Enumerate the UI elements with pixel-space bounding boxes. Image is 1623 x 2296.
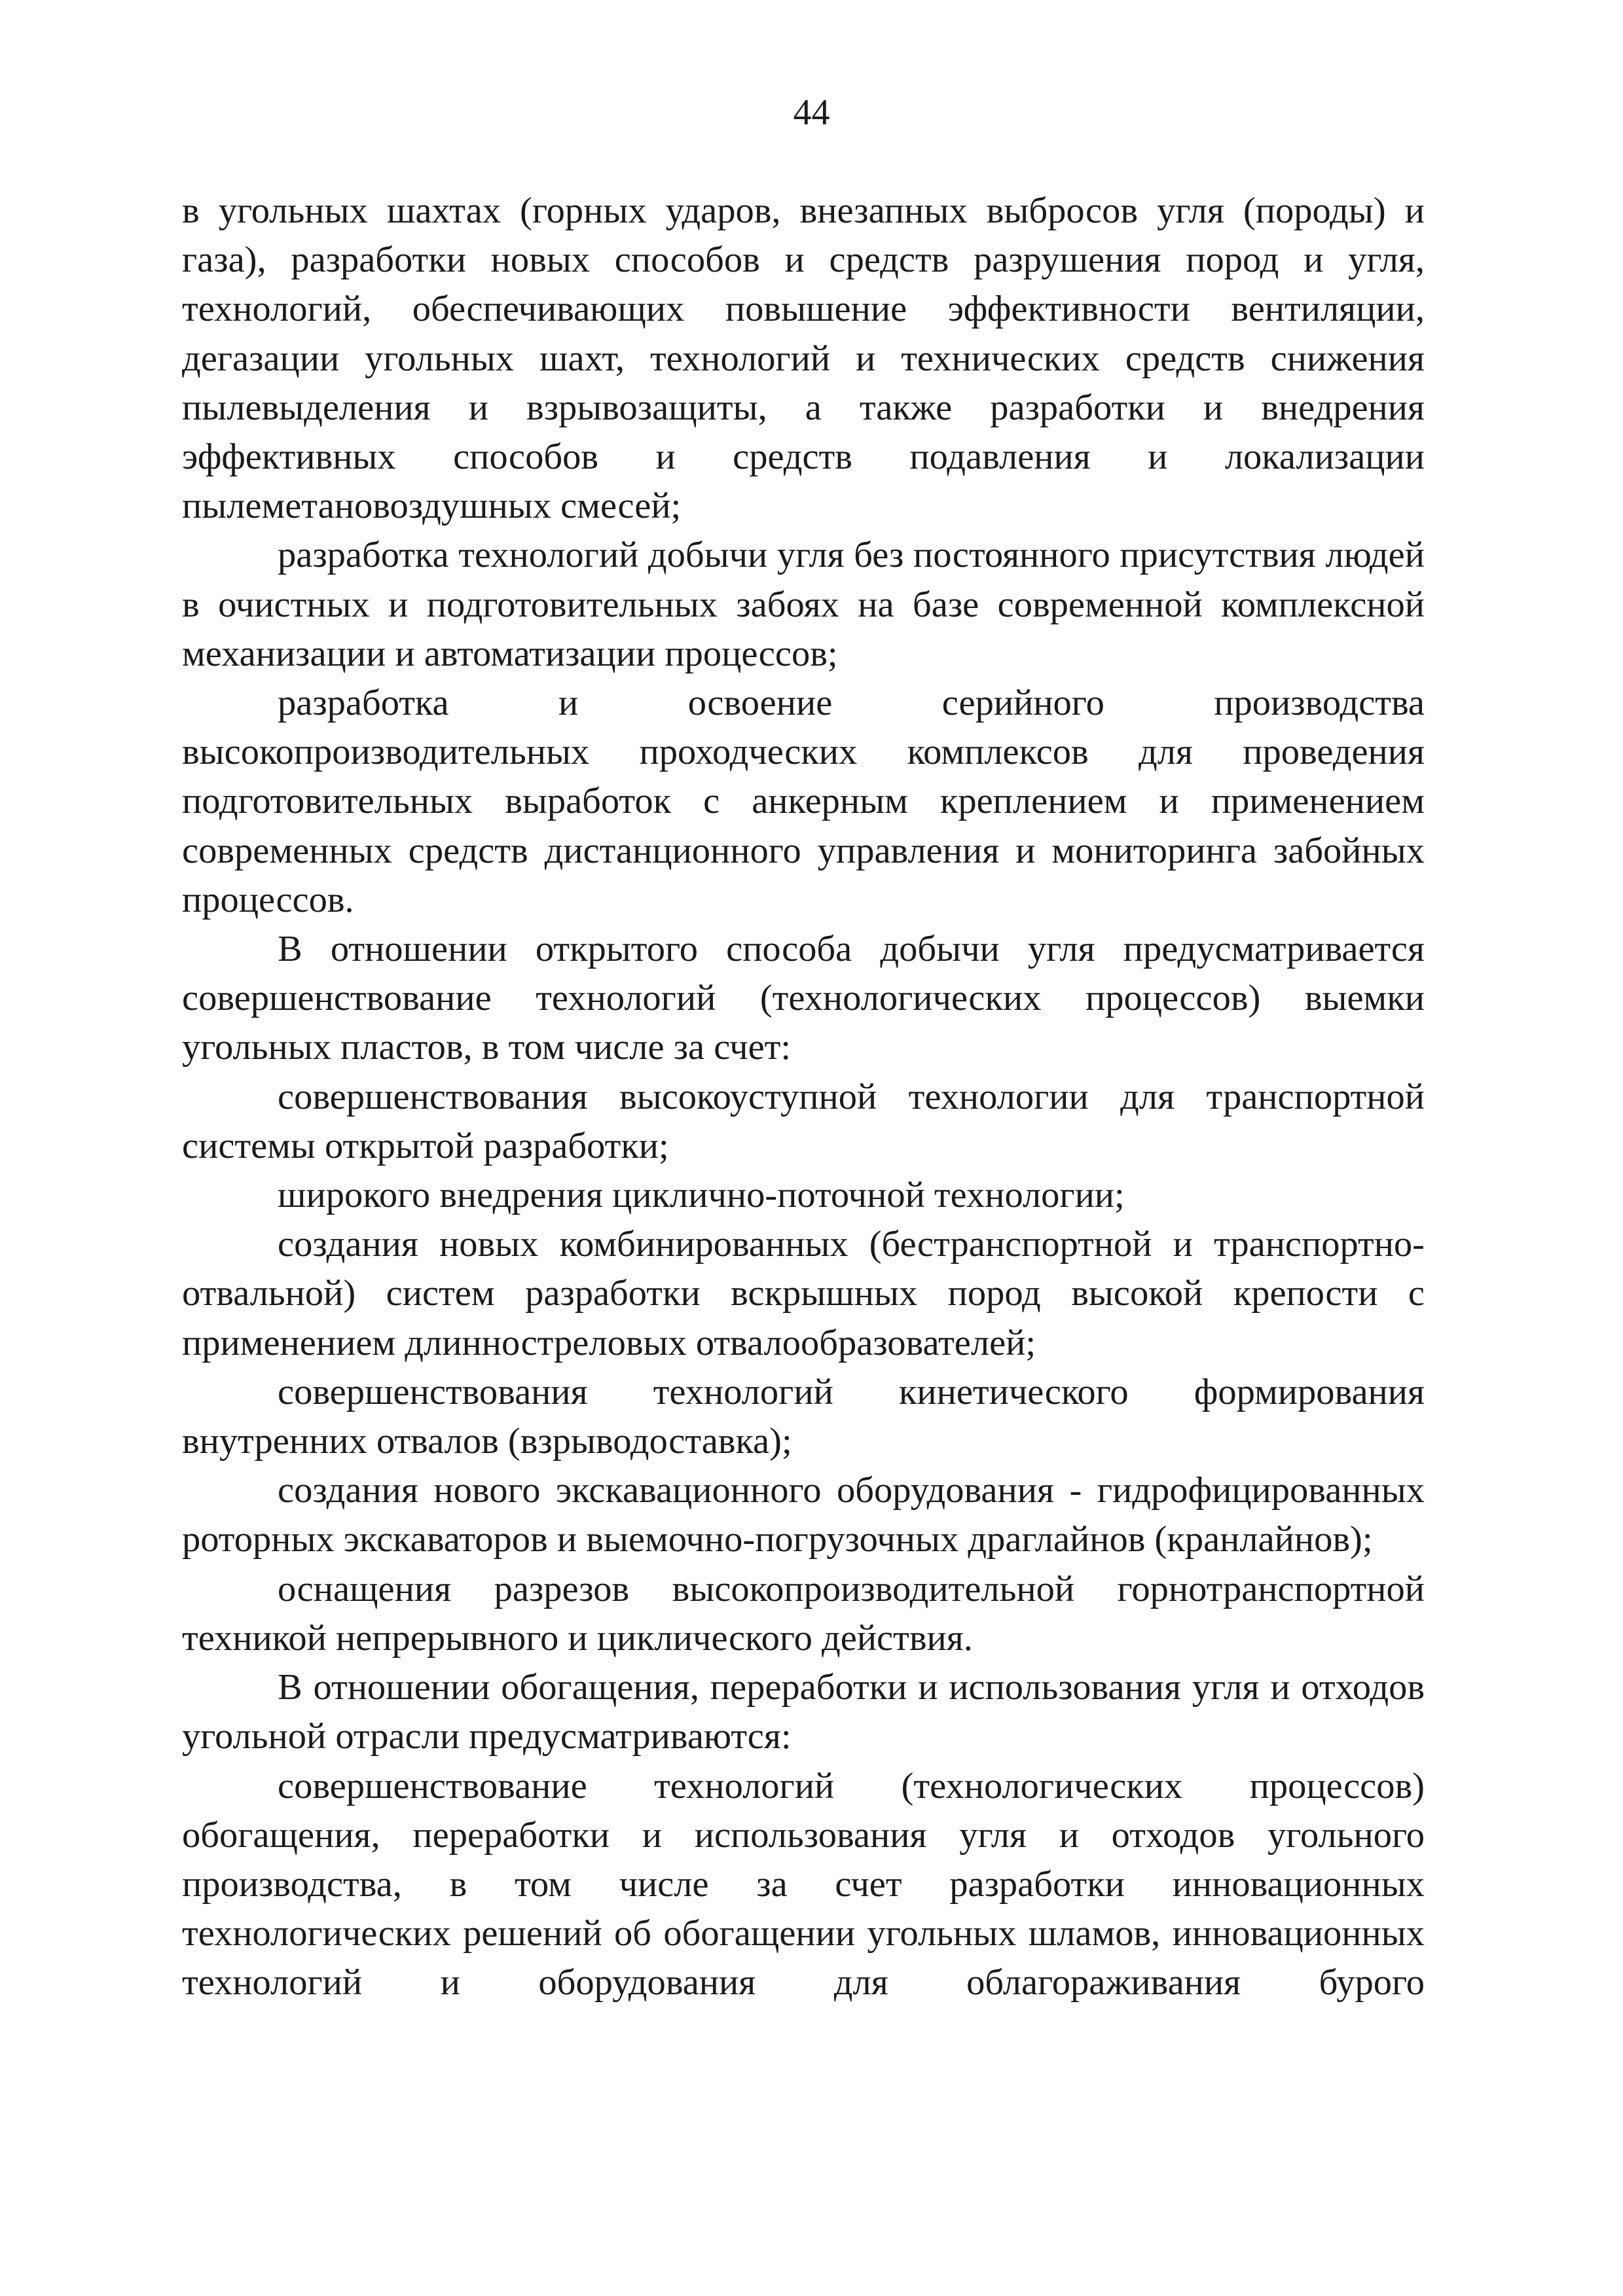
page-number: 44 <box>793 92 830 133</box>
paragraph-continuation: в угольных шахтах (горных ударов, внезапных выбросов угля (породы) и газа), разработки новых способов и средств разрушения пород и угля, технологий, обеспечивающих повышение эффективности вентиляции, дегазации угольных шахт, технологий и технических средств снижения пылевыделения и взрывозащиты, а также разработки и внедрения эффективных способов и средств подавления и локализации пылеметановоздушных смесей; <box>182 190 1425 527</box>
paragraph: создания нового экскавационного оборудования - гидрофицированных роторных экскаваторов и выемочно-погрузочных драглайнов (кранлайнов); <box>182 1470 1425 1560</box>
paragraph: разработка и освоение серийного производства высокопроизводительных проходческих комплексов для проведения подготовительных выработок с анкерным креплением и применением современных средств дистанционного управления и мониторинга забойных процессов. <box>182 683 1425 920</box>
paragraph: совершенствования технологий кинетического формирования внутренних отвалов (взрыводоставка); <box>182 1371 1425 1462</box>
paragraph: совершенствования высокоуступной технологии для транспортной системы открытой разработки; <box>182 1076 1425 1166</box>
paragraph: В отношении открытого способа добычи угля предусматривается совершенствование технологий (технологических процессов) выемки угольных пластов, в том числе за счет: <box>182 929 1425 1068</box>
document-body <box>182 187 1425 2008</box>
paragraph: В отношении обогащения, переработки и использования угля и отходов угольной отрасли предусматриваются: <box>182 1667 1425 1757</box>
paragraph: разработка технологий добычи угля без постоянного присутствия людей в очистных и подготовительных забоях на базе современной комплексной механизации и автоматизации процессов; <box>182 535 1425 674</box>
paragraph: создания новых комбинированных (бестранспортной и транспортно-отвальной) систем разработки вскрышных пород высокой крепости с применением длинностреловых отвалообразователей; <box>182 1224 1425 1363</box>
paragraph: широкого внедрения циклично-поточной технологии; <box>278 1175 1125 1216</box>
paragraph: оснащения разрезов высокопроизводительной горнотранспортной техникой непрерывного и циклического действия. <box>182 1568 1425 1659</box>
paragraph-continues-next-page: совершенствование технологий (технологических процессов) обогащения, переработки и использования угля и отходов угольного производства, в том числе за счет разработки инновационных технологических решений об обогащении угольных шламов, инновационных технологий и оборудования для облагораживания бурого <box>182 1765 1425 2003</box>
